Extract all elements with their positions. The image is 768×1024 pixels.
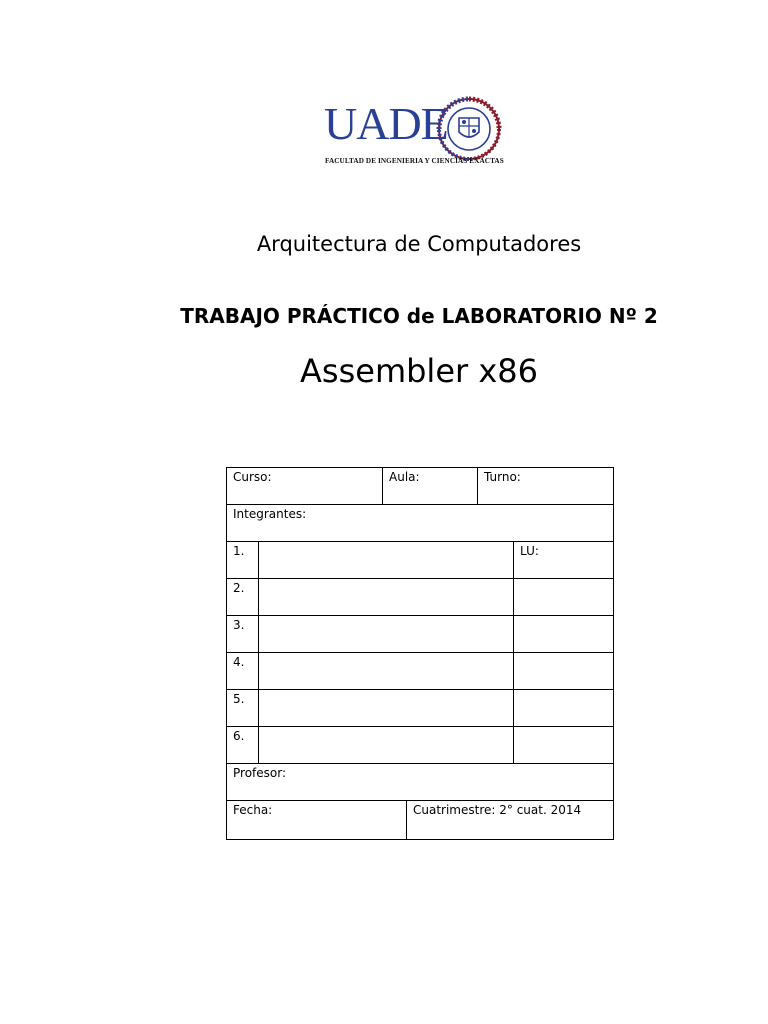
lu-field[interactable] [514,690,614,727]
logo-faculty-subtitle: FACULTAD DE INGENIERIA Y CIENCIAS EXACTAS [325,157,504,165]
member-row [227,653,614,690]
lu-field[interactable] [514,616,614,653]
lu-field[interactable] [514,579,614,616]
turno-field[interactable]: Turno: [478,468,614,505]
member-number: 3. [227,616,259,653]
member-row [227,579,614,616]
profesor-field[interactable]: Profesor: [227,764,614,801]
member-row [227,690,614,727]
practical-title: TRABAJO PRÁCTICO de LABORATORIO Nº 2 [180,304,658,328]
profesor-row [227,764,614,801]
member-number: 1. [227,542,259,579]
student-info-table [226,467,614,840]
member-name-field[interactable] [259,653,514,690]
course-row [227,468,614,505]
member-number: 5. [227,690,259,727]
integrantes-row [227,505,614,542]
member-number: 2. [227,579,259,616]
lu-field[interactable] [514,653,614,690]
curso-field[interactable]: Curso: [227,468,383,505]
member-row [227,616,614,653]
subject-title: Arquitectura de Computadores [256,232,582,256]
date-row [227,801,614,840]
uade-logo [322,96,504,170]
member-number: 4. [227,653,259,690]
university-seal-icon [436,96,502,162]
member-row [227,727,614,764]
logo-wordmark: UADE [324,98,448,149]
lu-field[interactable] [514,727,614,764]
member-name-field[interactable] [259,616,514,653]
cuatrimestre-field: Cuatrimestre: 2° cuat. 2014 [407,801,614,840]
aula-field[interactable]: Aula: [383,468,478,505]
fecha-field[interactable]: Fecha: [227,801,407,840]
member-name-field[interactable] [259,542,514,579]
member-name-field[interactable] [259,690,514,727]
lu-field[interactable]: LU: [514,542,614,579]
member-name-field[interactable] [259,579,514,616]
main-title: Assembler x86 [300,352,538,390]
member-row [227,542,614,579]
member-number: 6. [227,727,259,764]
member-name-field[interactable] [259,727,514,764]
integrantes-label: Integrantes: [227,505,614,542]
